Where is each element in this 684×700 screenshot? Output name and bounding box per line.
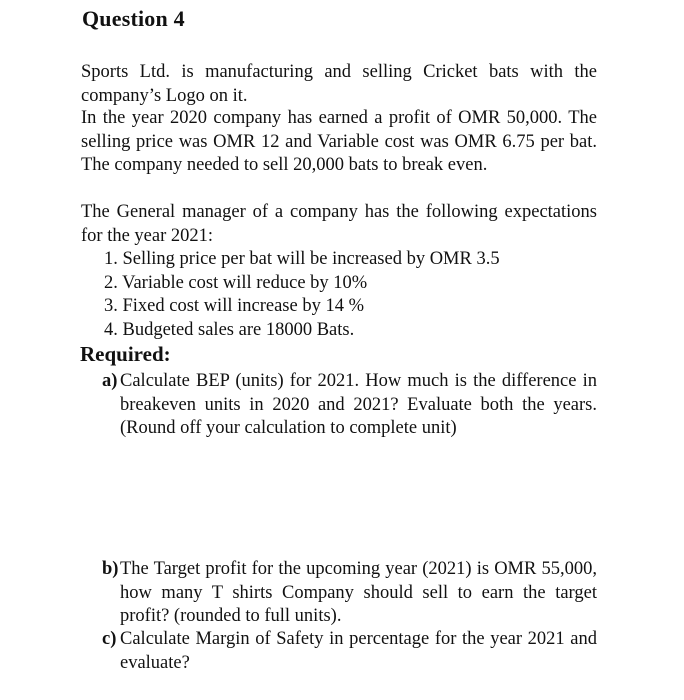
question-text: Calculate Margin of Safety in percentage for the year 2021 and evaluate? (120, 629, 597, 673)
list-item: 2. Variable cost will reduce by 10% (104, 272, 368, 293)
question-text: The Target profit for the upcoming year (2021) is OMR 55,000, how many T shirts Company should sell to earn the target profit? (rounded to full units). (120, 559, 597, 626)
question-item-a (102, 370, 597, 441)
financial-data-paragraph: In the year 2020 company has earned a profit of OMR 50,000. The selling price was OMR 12 and Variable cost was OMR 6.75 per bat. The company needed to sell 20,000 bats to break even. (81, 108, 597, 175)
expectations-intro-paragraph: The General manager of a company has the following expectations for the year 2021: (81, 202, 597, 246)
question-title: Question 4 (82, 6, 185, 31)
expectations-list (104, 248, 500, 342)
question-item-b (102, 558, 597, 629)
question-text: Calculate BEP (units) for 2021. How much is the difference in breakeven units in 2020 and 2021? Evaluate both the years. (Round off your calculation to complete unit) (120, 371, 597, 438)
question-label: b) (102, 559, 119, 579)
list-item: 3. Fixed cost will increase by 14 % (104, 296, 364, 316)
intro-paragraph: Sports Ltd. is manufacturing and selling Cricket bats with the company’s Logo on it. (81, 62, 597, 106)
list-item: 1. Selling price per bat will be increased by OMR 3.5 (104, 249, 500, 269)
required-heading: Required: (80, 342, 171, 366)
question-label: c) (102, 629, 117, 649)
question-item-c (102, 628, 597, 675)
question-label: a) (102, 371, 118, 391)
list-item: 4. Budgeted sales are 18000 Bats. (104, 319, 355, 340)
